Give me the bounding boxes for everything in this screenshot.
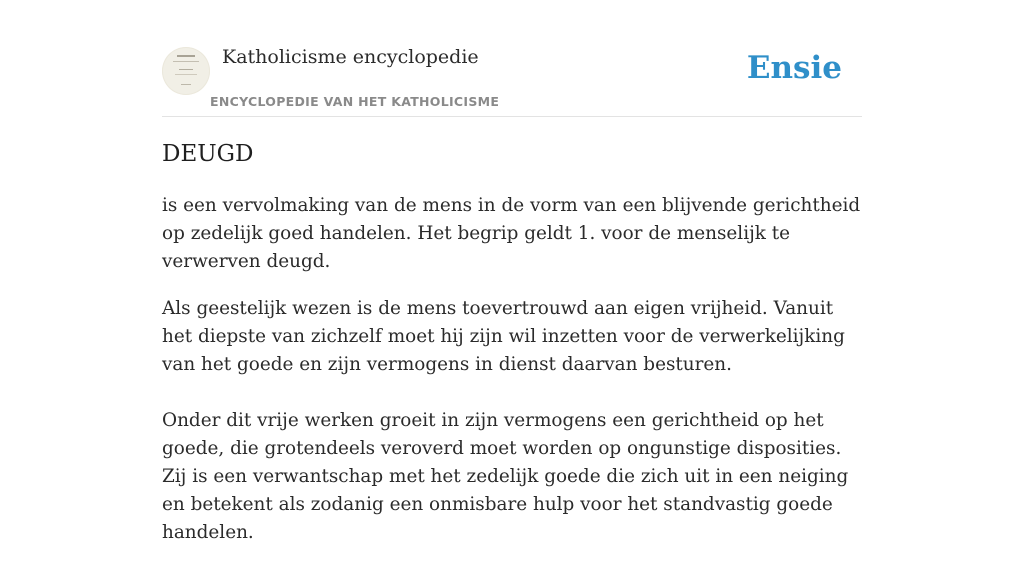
article-paragraph: is een vervolmaking van de mens in de vorm van een blijvende gerichtheid op zedelijk goed handelen. Het begrip geldt 1. voor de menselijk te verwerven deugd. — [162, 195, 861, 272]
page-header — [162, 40, 862, 117]
book-subtitle: ENCYCLOPEDIE VAN HET KATHOLICISME — [210, 94, 500, 109]
article-body — [162, 192, 862, 566]
cover-line — [177, 55, 195, 57]
article-paragraph: Onder dit vrije werken groeit in zijn vermogens een gerichtheid op het goede, die grotendeels veroverd moet worden op ongunstige disposities. Zij is een verwantschap met het zedelijk goede die zich uit in een neiging en betekent als zodanig een onmisbare hulp voor het standvastig goede handelen. — [162, 410, 849, 543]
cover-line — [175, 74, 197, 75]
cover-line — [179, 69, 193, 70]
book-cover-thumbnail[interactable] — [162, 47, 210, 95]
article-headword: DEUGD — [162, 141, 254, 167]
book-title[interactable]: Katholicisme encyclopedie — [222, 46, 479, 68]
article-paragraph: Als geestelijk wezen is de mens toevertrouwd aan eigen vrijheid. Vanuit het diepste van zichzelf moet hij zijn wil inzetten voor de verwerkelijking van het goede en zijn vermogens in dienst daarvan besturen. — [162, 298, 845, 375]
cover-line — [181, 84, 191, 85]
ensie-logo-link[interactable]: Ensie — [746, 50, 842, 86]
cover-line — [173, 61, 199, 62]
